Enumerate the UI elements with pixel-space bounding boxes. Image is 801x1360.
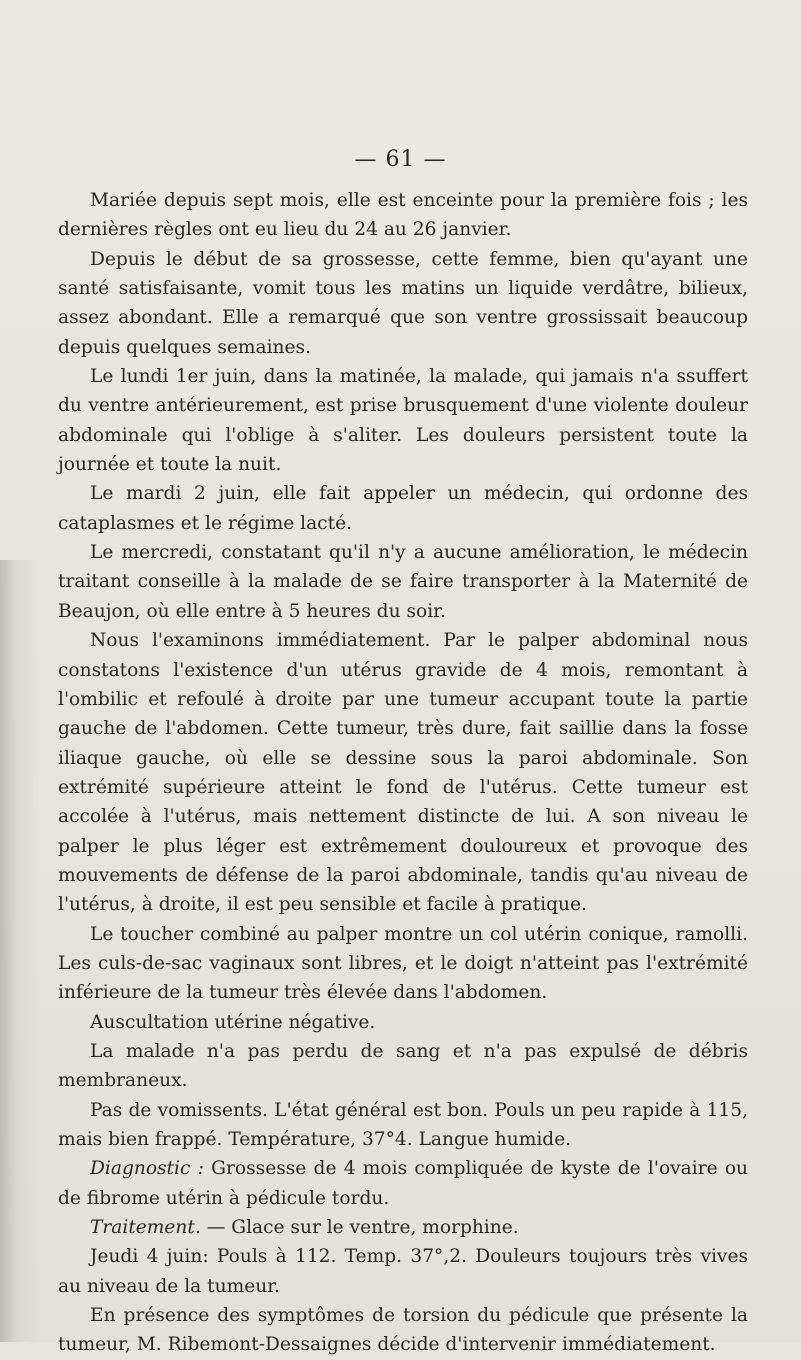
traitement-label: Traitement. <box>90 1217 201 1239</box>
paragraph: Le mardi 2 juin, elle fait appeler un médecin, qui ordonne des cataplasmes et le régime lacté. <box>58 483 748 534</box>
diagnostic-label: Diagnostic : <box>90 1158 204 1180</box>
paragraph: Mariée depuis sept mois, elle est enceinte pour la première fois ; les dernières règles ont eu lieu du 24 au 26 janvier. <box>58 190 748 241</box>
paragraph: La malade n'a pas perdu de sang et n'a pas expulsé de débris membraneux. <box>58 1040 748 1092</box>
page-number: — 61 — <box>354 147 447 172</box>
diagnostic-paragraph <box>58 1154 748 1213</box>
traitement-paragraph <box>58 1213 748 1242</box>
paragraph: En présence des symptômes de torsion du pédicule que présente la tumeur, M. Ribemont-Dessaignes décide d'intervenir immédiatement. <box>58 1305 748 1356</box>
paragraph: Depuis le début de sa grossesse, cette femme, bien qu'ayant une santé satisfaisante, vomit tous les matins un liquide verdâtre, bilieux, assez abondant. Elle a remarqué que son ventre grossissait beaucoup depuis quelques semaines. <box>58 248 748 358</box>
paragraph: Pas de vomissents. L'état général est bon. Pouls un peu rapide à 115, mais bien frappé. Température, 37°4. Langue humide. <box>58 1099 748 1150</box>
paragraph: Jeudi 4 juin: Pouls à 112. Temp. 37°,2. Douleurs toujours très vives au niveau de la tumeur. <box>58 1246 748 1297</box>
paragraph: Le toucher combiné au palper montre un col utérin conique, ramolli. Les culs-de-sac vaginaux sont libres, et le doigt n'atteint pas l'extrémité inférieure de la tumeur très élevée dans l'abdomen. <box>58 923 748 1004</box>
page-body <box>58 186 748 1360</box>
page-binding-shadow <box>0 560 40 1342</box>
paragraph: Le mercredi, constatant qu'il n'y a aucune amélioration, le médecin traitant conseille à la malade de se faire transporter à la Maternité de Beaujon, où elle entre à 5 heures du soir. <box>58 542 748 622</box>
paragraph: Nous l'examinons immédiatement. Par le palper abdominal nous constatons l'existence d'un utérus gravide de 4 mois, remontant à l'ombilic et refoulé à droite par une tumeur accupant toute la partie gauche de l'abdomen. Cette tumeur, très dure, fait saillie dans la fosse iliaque gauche, où elle se dessine sous la paroi abdominale. Son extrémité supérieure atteint le fond de l'utérus. Cette tumeur est accolée à l'utérus, mais nettement distincte de lui. A son niveau le palper le plus léger est extrêmement douloureux et provoque des mouvements de défense de la paroi abdominale, tandis qu'au niveau de l'utérus, à droite, il est peu sensible et facile à pratique. <box>58 630 748 916</box>
paragraph: Le lundi 1er juin, dans la matinée, la malade, qui jamais n'a ssuffert du ventre antérieurement, est prise brusquement d'une violente douleur abdominale qui l'oblige à s'aliter. Les douleurs persistent toute la journée et toute la nuit. <box>58 366 748 476</box>
diagnostic-text: Grossesse de 4 mois compliquée de kyste de l'ovaire ou de fibrome utérin à pédicule tordu. <box>58 1158 749 1209</box>
traitement-text: — Glace sur le ventre, morphine. <box>200 1217 519 1239</box>
paragraph: Auscultation utérine négative. <box>90 1011 376 1033</box>
